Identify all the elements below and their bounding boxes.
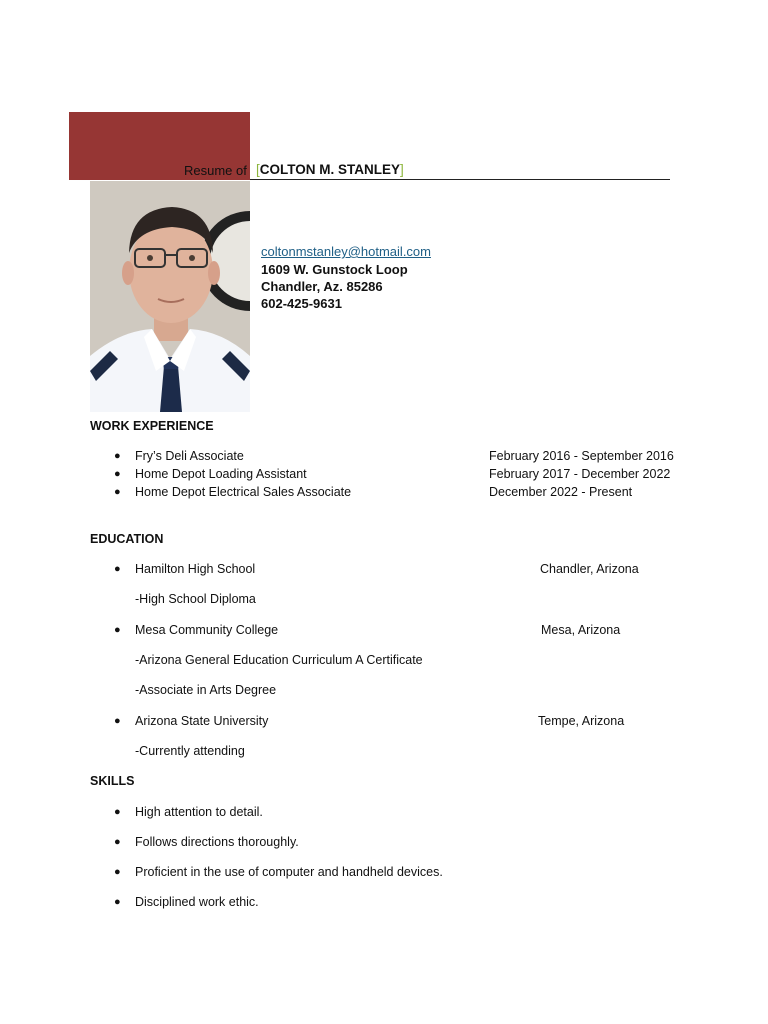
school-name: Arizona State University (135, 714, 269, 728)
bracket-close: ] (400, 162, 404, 177)
address-line-2: Chandler, Az. 85286 (261, 279, 383, 294)
bullet-icon: ● (114, 468, 121, 480)
school-detail: -Arizona General Education Curriculum A Certificate (135, 653, 423, 667)
work-item-dates: December 2022 - Present (489, 485, 633, 499)
school-detail: -Currently attending (135, 744, 245, 758)
profile-photo (90, 181, 250, 412)
bullet-icon: ● (114, 836, 121, 848)
skill-text: High attention to detail. (135, 805, 263, 819)
school-location: Chandler, Arizona (540, 562, 639, 576)
school-name: Hamilton High School (135, 562, 256, 576)
work-item-title: Home Depot Electrical Sales Associate (135, 485, 352, 499)
work-item-title: Fry’s Deli Associate (135, 449, 244, 463)
work-item-dates: February 2016 - September 2016 (489, 449, 674, 463)
skill-text: Follows directions thoroughly. (135, 835, 299, 849)
school-location: Mesa, Arizona (541, 623, 621, 637)
work-item-title: Home Depot Loading Assistant (135, 467, 307, 481)
skill-text: Disciplined work ethic. (135, 895, 259, 909)
skill-text: Proficient in the use of computer and handheld devices. (135, 865, 443, 879)
education-heading: EDUCATION (90, 532, 164, 546)
email-link[interactable]: coltonmstanley@hotmail.com (261, 244, 431, 259)
resume-of-label: Resume of (184, 163, 247, 178)
bullet-icon: ● (114, 715, 121, 727)
bullet-icon: ● (114, 624, 121, 636)
phone-number: 602-425-9631 (261, 296, 342, 311)
candidate-name-text: COLTON M. STANLEY (259, 162, 401, 177)
header-rule (250, 179, 670, 180)
work-item-dates: February 2017 - December 2022 (489, 467, 671, 481)
bullet-icon: ● (114, 486, 121, 498)
school-detail: -High School Diploma (135, 592, 256, 606)
bullet-icon: ● (114, 450, 121, 462)
school-location: Tempe, Arizona (538, 714, 625, 728)
bullet-icon: ● (114, 563, 121, 575)
bracket-open: [ (256, 162, 260, 177)
bullet-icon: ● (114, 866, 121, 878)
address-line-1: 1609 W. Gunstock Loop (261, 262, 408, 277)
work-experience-heading: WORK EXPERIENCE (90, 419, 214, 433)
bullet-icon: ● (114, 896, 121, 908)
candidate-name (256, 161, 404, 178)
school-name: Mesa Community College (135, 623, 279, 637)
bullet-icon: ● (114, 806, 121, 818)
skills-heading: SKILLS (90, 774, 135, 788)
school-detail: -Associate in Arts Degree (135, 683, 277, 697)
